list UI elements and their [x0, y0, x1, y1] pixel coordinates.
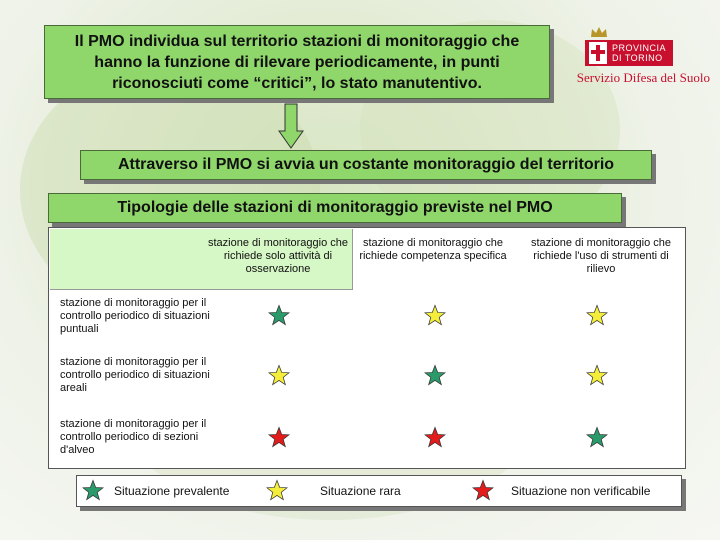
legend-rara: Situazione rara: [320, 484, 401, 498]
star-prevalente-icon: [82, 479, 104, 501]
column-header: stazione di monitoraggio che richiede competenza specifica: [359, 237, 507, 262]
logo-line: PROVINCIA: [612, 43, 667, 53]
row-header: stazione di monitoraggio per il controllo periodico di situazioni puntuali: [60, 297, 210, 335]
star-non-verificabile-icon: [472, 479, 494, 501]
row-header: stazione di monitoraggio per il controllo periodico di sezioni d'alveo: [60, 418, 207, 456]
star-non-verificabile-icon: [268, 426, 290, 448]
row-header: stazione di monitoraggio per il controllo periodico di situazioni areali: [60, 356, 210, 394]
legend: [76, 475, 682, 507]
star-rara-icon: [586, 304, 608, 326]
star-rara-icon: [266, 479, 288, 501]
star-prevalente-icon: [586, 426, 608, 448]
legend-non-verificabile: Situazione non verificabile: [511, 484, 651, 498]
provincia-torino-logo: [585, 40, 673, 66]
star-prevalente-icon: [268, 304, 290, 326]
intro-statement-box: [44, 25, 550, 99]
star-prevalente-icon: [424, 364, 446, 386]
star-rara-icon: [586, 364, 608, 386]
crown-icon: [590, 26, 608, 38]
star-rara-icon: [268, 364, 290, 386]
table-title: Tipologie delle stazioni di monitoraggio previste nel PMO: [48, 193, 622, 223]
monitoring-banner: Attraverso il PMO si avvia un costante monitoraggio del territorio: [80, 150, 652, 180]
column-header: stazione di monitoraggio che richiede l'uso di strumenti di rilievo: [530, 237, 672, 275]
shield-icon: [589, 42, 607, 64]
star-rara-icon: [424, 304, 446, 326]
intro-statement-line: riconosciuti come “critici”, lo stato manutentivo.: [112, 74, 482, 92]
column-header: stazione di monitoraggio che richiede solo attività di osservazione: [207, 237, 349, 275]
intro-statement-line: Il PMO individua sul territorio stazioni di monitoraggio che: [74, 32, 520, 50]
logo-subtitle: Servizio Difesa del Suolo: [576, 70, 710, 85]
intro-statement-line: hanno la funzione di rilevare periodicamente, in punti: [94, 53, 500, 71]
down-arrow-icon: [278, 103, 304, 149]
legend-prevalente: Situazione prevalente: [114, 484, 230, 498]
star-non-verificabile-icon: [424, 426, 446, 448]
logo-line: DI TORINO: [612, 53, 663, 63]
